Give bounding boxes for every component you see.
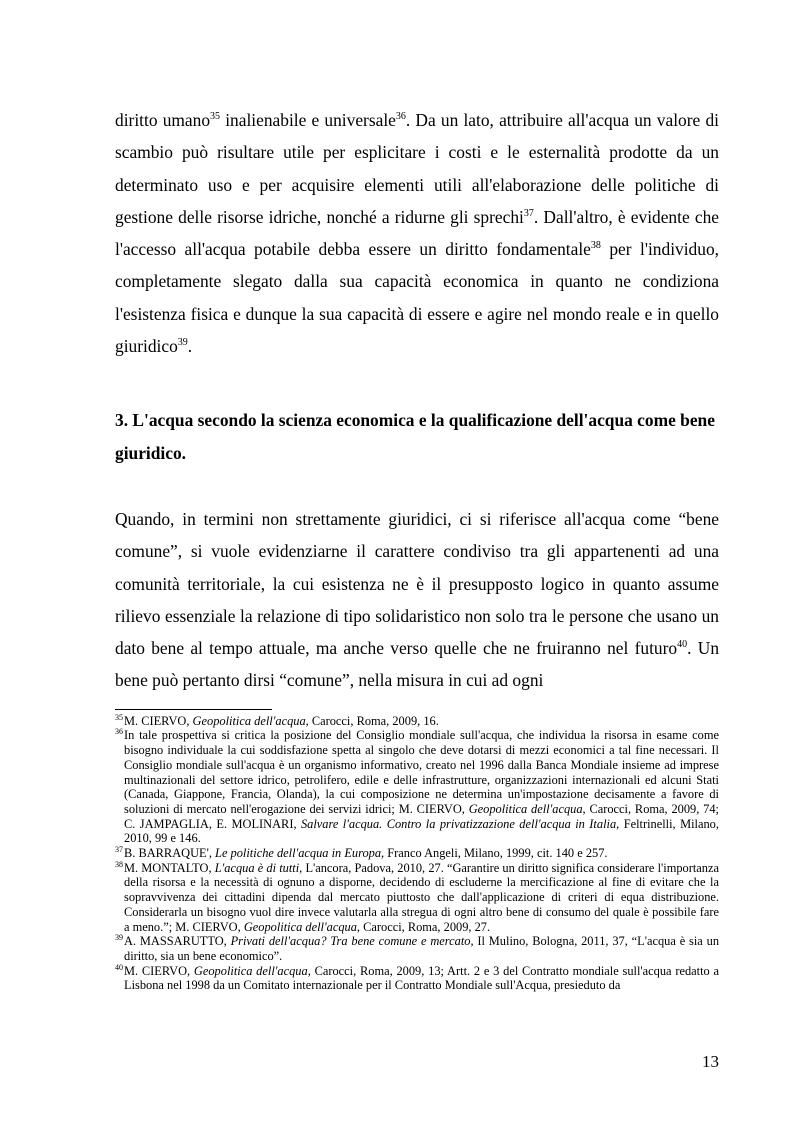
text-run: inalienabile e universale <box>220 110 396 130</box>
body-paragraph-1 <box>115 104 719 362</box>
footnote-text: L'ancora, Padova, 2010, 27. “Garantire un diritto significa considerare l'importanza della risorsa e la necessità di ognuno a disporne, decidendo di escluderne la mercificazione al fine di evitare che la sopravvivenza dei cittadini dipenda dal mercato piuttosto che dall'applicazione di criteri di equa distribuzione. Considerarla un bisogno vuol dire invece valutarla alla stregua di ogni altro bene di consumo del quale è possibile fare a meno.”; M. CIERVO, <box>124 860 719 934</box>
footnote-40 <box>115 964 719 993</box>
text-run: diritto umano <box>115 110 211 130</box>
footnote-number: 40 <box>115 962 123 972</box>
text-run: . Da un lato, attribuire all'acqua un valore di scambio può risultare utile per esplicitare i costi e le esternalità prodotte da un determinato uso e per acquisire elementi utili all'elaborazione delle politiche di gestione delle risorse idriche, nonché a ridurne gli sprechi <box>115 110 719 227</box>
footnote-title: Geopolitica dell'acqua <box>243 919 357 934</box>
footnote-text: A. MASSARUTTO, <box>124 934 231 949</box>
footnote-number: 36 <box>115 727 123 737</box>
footnote-text: M. MONTALTO, <box>124 860 215 875</box>
footnote-text: , Carocci, Roma, 2009, 27. <box>356 919 491 934</box>
footnote-text: Franco Angeli, Milano, 1999, cit. 140 e 257. <box>384 846 608 861</box>
footnote-ref-35[interactable]: 35 <box>210 111 221 122</box>
footnote-number: 35 <box>115 712 123 722</box>
footnote-text: In tale prospettiva si critica la posizione del Consiglio mondiale sull'acqua, che individua la risorsa in esame come bisogno individuale la cui soddisfazione spetta al singolo che deve dotarsi di mezzi economici a tal fine necessari. Il Consiglio mondiale sull'acqua è un organismo informativo, creato nel 1996 dalla Banca Mondiale insieme ad imprese multinazionali del settore idrico, petrolifero, edile e delle infrastrutture, organizzazioni internazionali ed alcuni Stati (Canada, Giappone, Francia, Olanda), la cui composizione ne determina un'impostazione decisamente a favore di soluzioni di mercato nell'erogazione dei servizi idrici; M. CIERVO, <box>124 728 719 816</box>
footnote-number: 38 <box>115 859 123 869</box>
footnote-35 <box>115 714 719 729</box>
footnote-ref-40[interactable]: 40 <box>677 639 688 651</box>
footnote-38 <box>115 861 719 935</box>
text-run: . Un bene può pertanto dirsi “comune”, nella misura in cui ad ogni <box>115 638 720 691</box>
footnote-number: 37 <box>115 845 123 855</box>
page-content <box>115 104 719 993</box>
text-run: Quando, in termini non strettamente giuridici, ci si riferisce all'acqua come “bene comune”, si vuole evidenziarne il carattere condiviso tra gli appartenenti ad una comunità territoriale, la cui esistenza ne è il presupposto logico in quanto assume rilievo essenziale la relazione di tipo solidaristico non solo tra le persone che usano un dato bene al tempo attuale, ma anche verso quelle che ne fruiranno nel futuro <box>115 508 719 659</box>
footnote-text: Feltrinelli, Milano, 2010, 99 e 146. <box>124 816 719 846</box>
footnote-text: Il Mulino, Bologna, 2011, 37, “L'acqua è sia un diritto, sia un bene economico”. <box>124 934 720 963</box>
footnote-title: L'acqua è di tutti, <box>214 860 303 875</box>
footnote-text: , Carocci, Roma, 2009, 74; C. JAMPAGLIA, E. MOLINARI, <box>124 801 719 831</box>
footnote-text: M. CIERVO, <box>124 713 193 728</box>
text-run: per l'individuo, completamente slegato dalla sua capacità economica in quanto ne condiziona l'esistenza fisica e dunque la sua capacità di essere e agire nel mondo reale e in quello giuridico <box>115 239 719 357</box>
footnote-title: Geopolitica dell'acqua <box>468 801 583 816</box>
footnotes <box>115 714 719 993</box>
page-number: 13 <box>702 1052 719 1071</box>
footnote-37 <box>115 846 719 861</box>
footnote-ref-39[interactable]: 39 <box>177 337 188 349</box>
footnote-title: Geopolitica dell'acqua <box>193 963 308 978</box>
footnote-number: 39 <box>115 933 123 943</box>
footnote-title: Salvare l'acqua. Contro la privatizzazione dell'acqua in Italia, <box>300 816 620 831</box>
text-run: . Dall'altro, è evidente che l'accesso all'acqua potabile debba essere un diritto fondamentale <box>115 206 719 260</box>
footnote-text: B. BARRAQUE', <box>124 846 216 861</box>
footnote-ref-38[interactable]: 38 <box>590 240 601 252</box>
footnote-39 <box>115 934 719 963</box>
footnote-ref-36[interactable]: 36 <box>395 111 406 122</box>
footnote-title: Le politiche dell'acqua in Europa, <box>215 846 385 861</box>
footnote-ref-37[interactable]: 37 <box>523 207 534 219</box>
text-run: . <box>187 336 193 357</box>
footnote-title: Geopolitica dell'acqua <box>192 713 306 728</box>
body-paragraph-2 <box>115 503 719 697</box>
footnote-text: , Carocci, Roma, 2009, 16. <box>305 713 439 728</box>
footnote-separator <box>115 709 272 710</box>
footnote-title: Privati dell'acqua? Tra bene comune e mercato, <box>230 934 474 949</box>
footnote-text: M. CIERVO, <box>124 963 194 978</box>
footnote-36 <box>115 728 719 846</box>
footnote-text: , Carocci, Roma, 2009, 13; Artt. 2 e 3 del Contratto mondiale sull'acqua redatto a Lisbona nel 1998 da un Comitato internazionale per il Contratto Mondiale sull'Acqua, presieduto da <box>124 963 719 993</box>
section-heading: 3. L'acqua secondo la scienza economica e la qualificazione dell'acqua come bene giuridico. <box>115 410 715 463</box>
